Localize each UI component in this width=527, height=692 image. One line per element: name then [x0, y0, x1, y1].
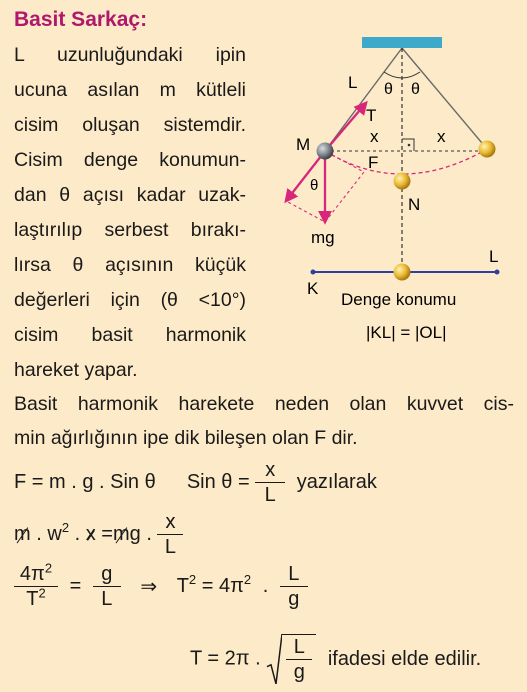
eq3-num2: g	[93, 562, 121, 587]
intro-line: L uzunluğundaki ipin	[14, 44, 246, 66]
eq1-num: x	[255, 458, 285, 483]
eq3-num3: L	[280, 562, 308, 587]
eq3-fraction-3	[280, 562, 308, 611]
eq2-w: w	[47, 523, 62, 545]
string-left	[325, 48, 402, 151]
label-x-left: x	[370, 127, 379, 146]
eq3-den3: g	[288, 588, 300, 610]
label-theta-left: θ	[384, 81, 393, 98]
ball-equilibrium	[394, 264, 411, 281]
label-mg: mg	[311, 228, 335, 247]
caption-equilibrium: Denge konumu	[341, 290, 457, 309]
eq3-fraction-2	[93, 562, 121, 611]
eq2-g: g .	[129, 523, 152, 545]
eq3-rhs: T	[176, 575, 189, 597]
eq4-sqrt	[266, 634, 316, 684]
label-T: T	[366, 106, 377, 125]
ball-middle	[394, 173, 411, 190]
pendulum-diagram	[270, 30, 527, 350]
intro-line: laştırılıp serbest bırakı-	[14, 219, 246, 241]
eq2-dot: .	[74, 523, 81, 545]
label-theta-right: θ	[411, 81, 420, 98]
eq1-fraction	[255, 458, 285, 507]
intro-line: cisim oluşan sistemdir.	[14, 114, 246, 136]
eq3-equals: =	[69, 575, 82, 597]
eq2-m-cancelled: m	[14, 523, 31, 545]
equation-3	[14, 562, 308, 611]
eq3-den: T	[26, 588, 39, 610]
equation-2: m . $w^2$ . x =mg . $\frac{x}{L}$	[14, 510, 183, 559]
ground-right-dot	[495, 270, 500, 275]
eq2-equals: =	[101, 523, 113, 545]
ceiling	[362, 37, 442, 48]
eq2-den: L	[164, 536, 177, 558]
intro-line: cisim basit harmonik	[14, 324, 246, 346]
eq3-dot: .	[262, 575, 269, 597]
intro-line: hareket yapar.	[14, 359, 138, 381]
eq3-rhs2-exp: 2	[243, 572, 252, 588]
eq3-num-exp: 2	[44, 560, 53, 576]
eq2-fraction	[157, 510, 183, 559]
eq1-tail: yazılarak	[296, 471, 377, 493]
eq3-rhs2: = 4π	[201, 575, 244, 597]
paragraph-line: Basit harmonik harekete neden olan kuvvet cis-	[14, 393, 514, 415]
swing-arc	[325, 149, 487, 174]
label-x-right: x	[437, 127, 446, 146]
sqrt-sign-icon	[266, 634, 282, 684]
eq4-tail: ifadesi elde edilir.	[327, 647, 482, 670]
intro-line: değerleri için (θ <10°)	[14, 289, 246, 311]
label-M: M	[296, 135, 311, 154]
eq3-rhs-exp: 2	[188, 572, 197, 588]
eq1-den: L	[264, 484, 276, 506]
eq3-fraction-1	[14, 562, 58, 611]
label-F: F	[368, 153, 379, 172]
label-L-point: L	[489, 247, 499, 266]
ground-left-dot	[311, 270, 316, 275]
eq4-num: L	[286, 635, 312, 660]
eq2-m2-cancelled: m	[112, 523, 130, 545]
eq4-fraction	[286, 635, 312, 684]
caption-equality: |KL| = |OL|	[366, 323, 447, 342]
ball-right	[479, 141, 496, 158]
label-theta-mg: θ	[310, 177, 319, 194]
intro-line: Cisim denge konumun-	[14, 149, 246, 171]
eq1-left: F = m . g . Sin θ	[14, 471, 156, 493]
eq2-num: x	[165, 511, 176, 533]
eq3-den2: L	[101, 588, 113, 610]
eq2-x-cancelled: x	[85, 523, 96, 545]
eq4-den: g	[293, 661, 305, 683]
label-L-string: L	[348, 73, 358, 92]
intro-line: ucuna asılan m kütleli	[14, 79, 246, 101]
eq3-implies: ⇒	[140, 576, 158, 598]
eq3-den-exp: 2	[38, 585, 46, 601]
paragraph-line: min ağırlığının ipe dik bileşen olan F dir.	[14, 427, 358, 449]
equation-4	[190, 634, 481, 684]
equation-1	[14, 458, 377, 507]
intro-line: lırsa θ açısının küçük	[14, 254, 246, 276]
right-angle-dot	[408, 144, 411, 147]
eq2-w-exp: 2	[61, 520, 70, 536]
ball-displaced	[317, 143, 334, 160]
section-title: Basit Sarkaç:	[14, 8, 148, 31]
label-K: K	[307, 279, 319, 298]
tension-arrow	[325, 103, 366, 151]
intro-line: dan θ açısı kadar uzak-	[14, 184, 246, 206]
label-N: N	[408, 195, 421, 214]
eq1-mid: Sin θ =	[186, 471, 250, 493]
eq4-left: T = 2π .	[190, 647, 261, 670]
force-f-arrow	[286, 151, 325, 201]
eq3-num: 4π	[19, 563, 45, 585]
